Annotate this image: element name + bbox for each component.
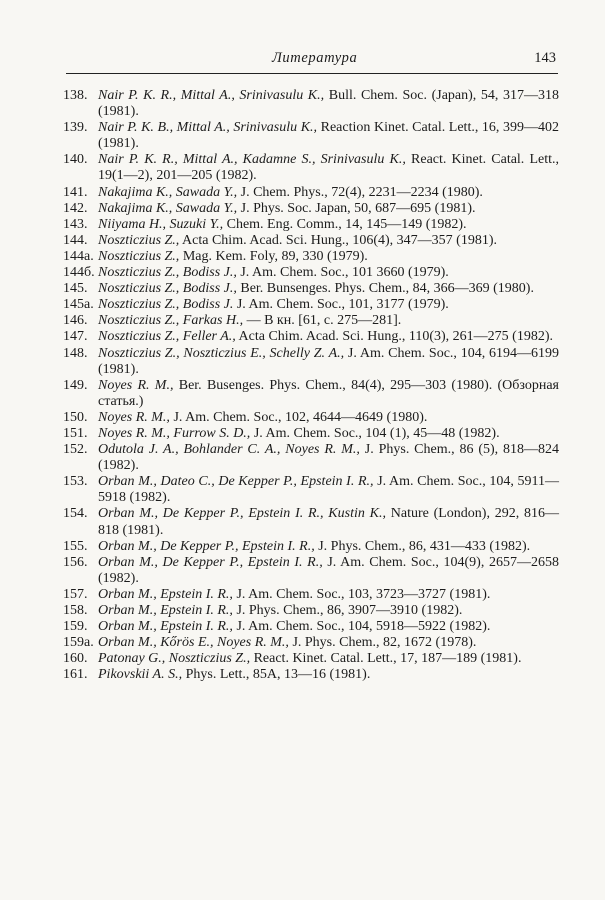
reference-number: 147. [63, 329, 88, 345]
reference-source: J. Am. Chem. Soc., 104(9), 2657—2658 (1982). [98, 554, 559, 586]
reference-number: 140. [63, 152, 88, 168]
reference-source: J. Am. Chem. Soc., 104 (1), 45—48 (1982). [250, 425, 500, 441]
reference-entry [63, 88, 559, 120]
reference-entry [63, 539, 559, 555]
reference-number: 155. [63, 538, 88, 554]
reference-number: 144б. [63, 265, 95, 281]
reference-number: 146. [63, 313, 88, 329]
reference-source: J. Phys. Chem., 86, 431—433 (1982). [314, 538, 531, 554]
reference-list [63, 88, 559, 683]
reference-authors: Orban M., Dateo C., De Kepper P., Epstein I. R., [98, 474, 374, 490]
reference-source: J. Am. Chem. Soc., 101, 3177 (1979). [233, 297, 449, 313]
reference-authors: Orban M., De Kepper P., Epstein I. R., Kustin K., [98, 506, 386, 522]
reference-entry [63, 378, 559, 410]
reference-number: 145. [63, 281, 88, 297]
reference-number: 142. [63, 200, 88, 216]
reference-entry [63, 442, 559, 474]
reference-source: React. Kinet. Catal. Lett., 17, 187—189 (1981). [250, 651, 522, 667]
reference-authors: Noszticzius Z., Bodiss J. [98, 297, 234, 313]
reference-authors: Nair P. K. R., Mittal A., Kadamne S., Srinivasulu K., [98, 152, 406, 168]
reference-source: Acta Chim. Acad. Sci. Hung., 110(3), 261—275 (1982). [235, 329, 553, 345]
reference-authors: Nakajima K., Sawada Y., [98, 200, 238, 216]
reference-number: 154. [63, 506, 88, 522]
reference-authors: Orban M., Epstein I. R., [98, 586, 233, 602]
reference-entry [63, 410, 559, 426]
reference-source: J. Am. Chem. Soc., 104, 6194—6199 (1981). [98, 345, 559, 377]
reference-number: 152. [63, 442, 88, 458]
reference-source: J. Am. Chem. Soc., 102, 4644—4649 (1980). [169, 409, 428, 425]
reference-authors: Noszticzius Z., Bodiss J., [98, 265, 237, 281]
reference-authors: Nair P. K. B., Mittal A., Srinivasulu K., [98, 120, 318, 136]
reference-entry [63, 506, 559, 538]
reference-source: J. Am. Chem. Soc., 103, 3723—3727 (1981). [232, 586, 491, 602]
reference-entry [63, 329, 559, 345]
reference-source: J. Am. Chem. Soc., 104, 5918—5922 (1982). [232, 619, 491, 635]
reference-number: 149. [63, 377, 88, 393]
reference-number: 148. [63, 345, 88, 361]
reference-number: 141. [63, 184, 88, 200]
reference-entry [63, 217, 559, 233]
reference-source: Phys. Lett., 85A, 13—16 (1981). [182, 667, 371, 683]
reference-entry [63, 651, 559, 667]
reference-authors: Nair P. K. R., Mittal A., Srinivasulu K., [98, 88, 325, 103]
reference-authors: Orban M., De Kepper P., Epstein I. R., [98, 538, 315, 554]
reference-authors: Noszticzius Z., [98, 232, 180, 248]
reference-number: 143. [63, 216, 88, 232]
reference-authors: Noszticzius Z., Bodiss J., [98, 281, 237, 297]
reference-authors: Noszticzius Z., Farkas H., [98, 313, 244, 329]
reference-source: — В кн. [61, с. 275—281]. [243, 313, 402, 329]
reference-source: J. Phys. Soc. Japan, 50, 687—695 (1981). [237, 200, 476, 216]
reference-authors: Noszticzius Z., [98, 248, 180, 264]
reference-number: 159a. [63, 635, 94, 651]
reference-number: 160. [63, 651, 88, 667]
reference-number: 138. [63, 88, 88, 103]
reference-number: 156. [63, 554, 88, 570]
reference-source: React. Kinet. Catal. Lett., 19(1—2), 201—205 (1982). [98, 152, 559, 184]
reference-source: Mag. Kem. Foly, 89, 330 (1979). [179, 248, 368, 264]
reference-entry [63, 120, 559, 152]
reference-authors: Noszticzius Z., Feller A., [98, 329, 236, 345]
reference-entry [63, 233, 559, 249]
reference-entry [63, 185, 559, 201]
reference-entry [63, 635, 559, 651]
reference-number: 161. [63, 667, 88, 683]
reference-authors: Orban M., De Kepper P., Epstein I. R., [98, 554, 323, 570]
reference-number: 144. [63, 232, 88, 248]
reference-authors: Noyes R. M., Furrow S. D., [98, 425, 251, 441]
reference-source: J. Chem. Phys., 72(4), 2231—2234 (1980). [237, 184, 483, 200]
reference-source: Nature (London), 292, 816—818 (1981). [98, 506, 559, 538]
reference-number: 151. [63, 425, 88, 441]
page-number: 143 [534, 50, 556, 66]
reference-entry [63, 619, 559, 635]
header-rule [66, 73, 558, 74]
reference-source: J. Phys. Chem., 86, 3907—3910 (1982). [232, 603, 463, 618]
reference-authors: Odutola J. A., Bohlander C. A., Noyes R. M., [98, 442, 360, 458]
reference-entry [63, 587, 559, 603]
reference-entry [63, 603, 559, 619]
reference-entry [63, 249, 559, 265]
reference-authors: Pikovskii A. S., [98, 667, 183, 683]
reference-source: Ber. Busenges. Phys. Chem., 84(4), 295—303 (1980). (Обзорная статья.) [98, 377, 559, 409]
reference-number: 144a. [63, 248, 94, 264]
reference-source: Ber. Bunsenges. Phys. Chem., 84, 366—369 (1980). [236, 281, 534, 297]
reference-entry [63, 297, 559, 313]
page-header [66, 50, 558, 70]
reference-source: Bull. Chem. Soc. (Japan), 54, 317—318 (1981). [98, 88, 559, 120]
reference-entry [63, 426, 559, 442]
reference-source: Chem. Eng. Comm., 14, 145—149 (1982). [223, 216, 467, 232]
reference-entry [63, 667, 559, 683]
reference-entry [63, 555, 559, 587]
reference-number: 157. [63, 586, 88, 602]
reference-number: 158. [63, 603, 88, 618]
reference-source: J. Phys. Chem., 82, 1672 (1978). [288, 635, 477, 651]
reference-entry [63, 346, 559, 378]
reference-number: 159. [63, 619, 88, 635]
reference-authors: Nakajima K., Sawada Y., [98, 184, 238, 200]
reference-entry [63, 474, 559, 506]
reference-number: 139. [63, 120, 88, 136]
reference-entry [63, 201, 559, 217]
reference-number: 145a. [63, 297, 94, 313]
reference-authors: Orban M., Epstein I. R., [98, 619, 233, 635]
reference-authors: Noszticzius Z., Noszticzius E., Schelly Z. A., [98, 345, 345, 361]
reference-source: J. Am. Chem. Soc., 104, 5911—5918 (1982). [98, 474, 559, 506]
reference-source: J. Am. Chem. Soc., 101 3660 (1979). [236, 265, 449, 281]
reference-number: 153. [63, 474, 88, 490]
reference-authors: Noyes R. M., [98, 377, 174, 393]
reference-entry [63, 265, 559, 281]
reference-source: J. Phys. Chem., 86 (5), 818—824 (1982). [98, 442, 559, 474]
reference-entry [63, 281, 559, 297]
reference-number: 150. [63, 409, 88, 425]
reference-authors: Orban M., Epstein I. R., [98, 603, 233, 618]
running-title: Литература [272, 50, 358, 66]
reference-authors: Noyes R. M., [98, 409, 170, 425]
reference-authors: Niiyama H., Suzuki Y., [98, 216, 224, 232]
reference-source: Reaction Kinet. Catal. Lett., 16, 399—402 (1981). [98, 120, 560, 152]
reference-entry [63, 152, 559, 184]
reference-entry [63, 313, 559, 329]
reference-authors: Orban M., Kőrös E., Noyes R. M., [98, 635, 289, 651]
reference-source: Acta Chim. Acad. Sci. Hung., 106(4), 347—357 (1981). [179, 232, 497, 248]
reference-authors: Patonay G., Noszticzius Z., [98, 651, 251, 667]
